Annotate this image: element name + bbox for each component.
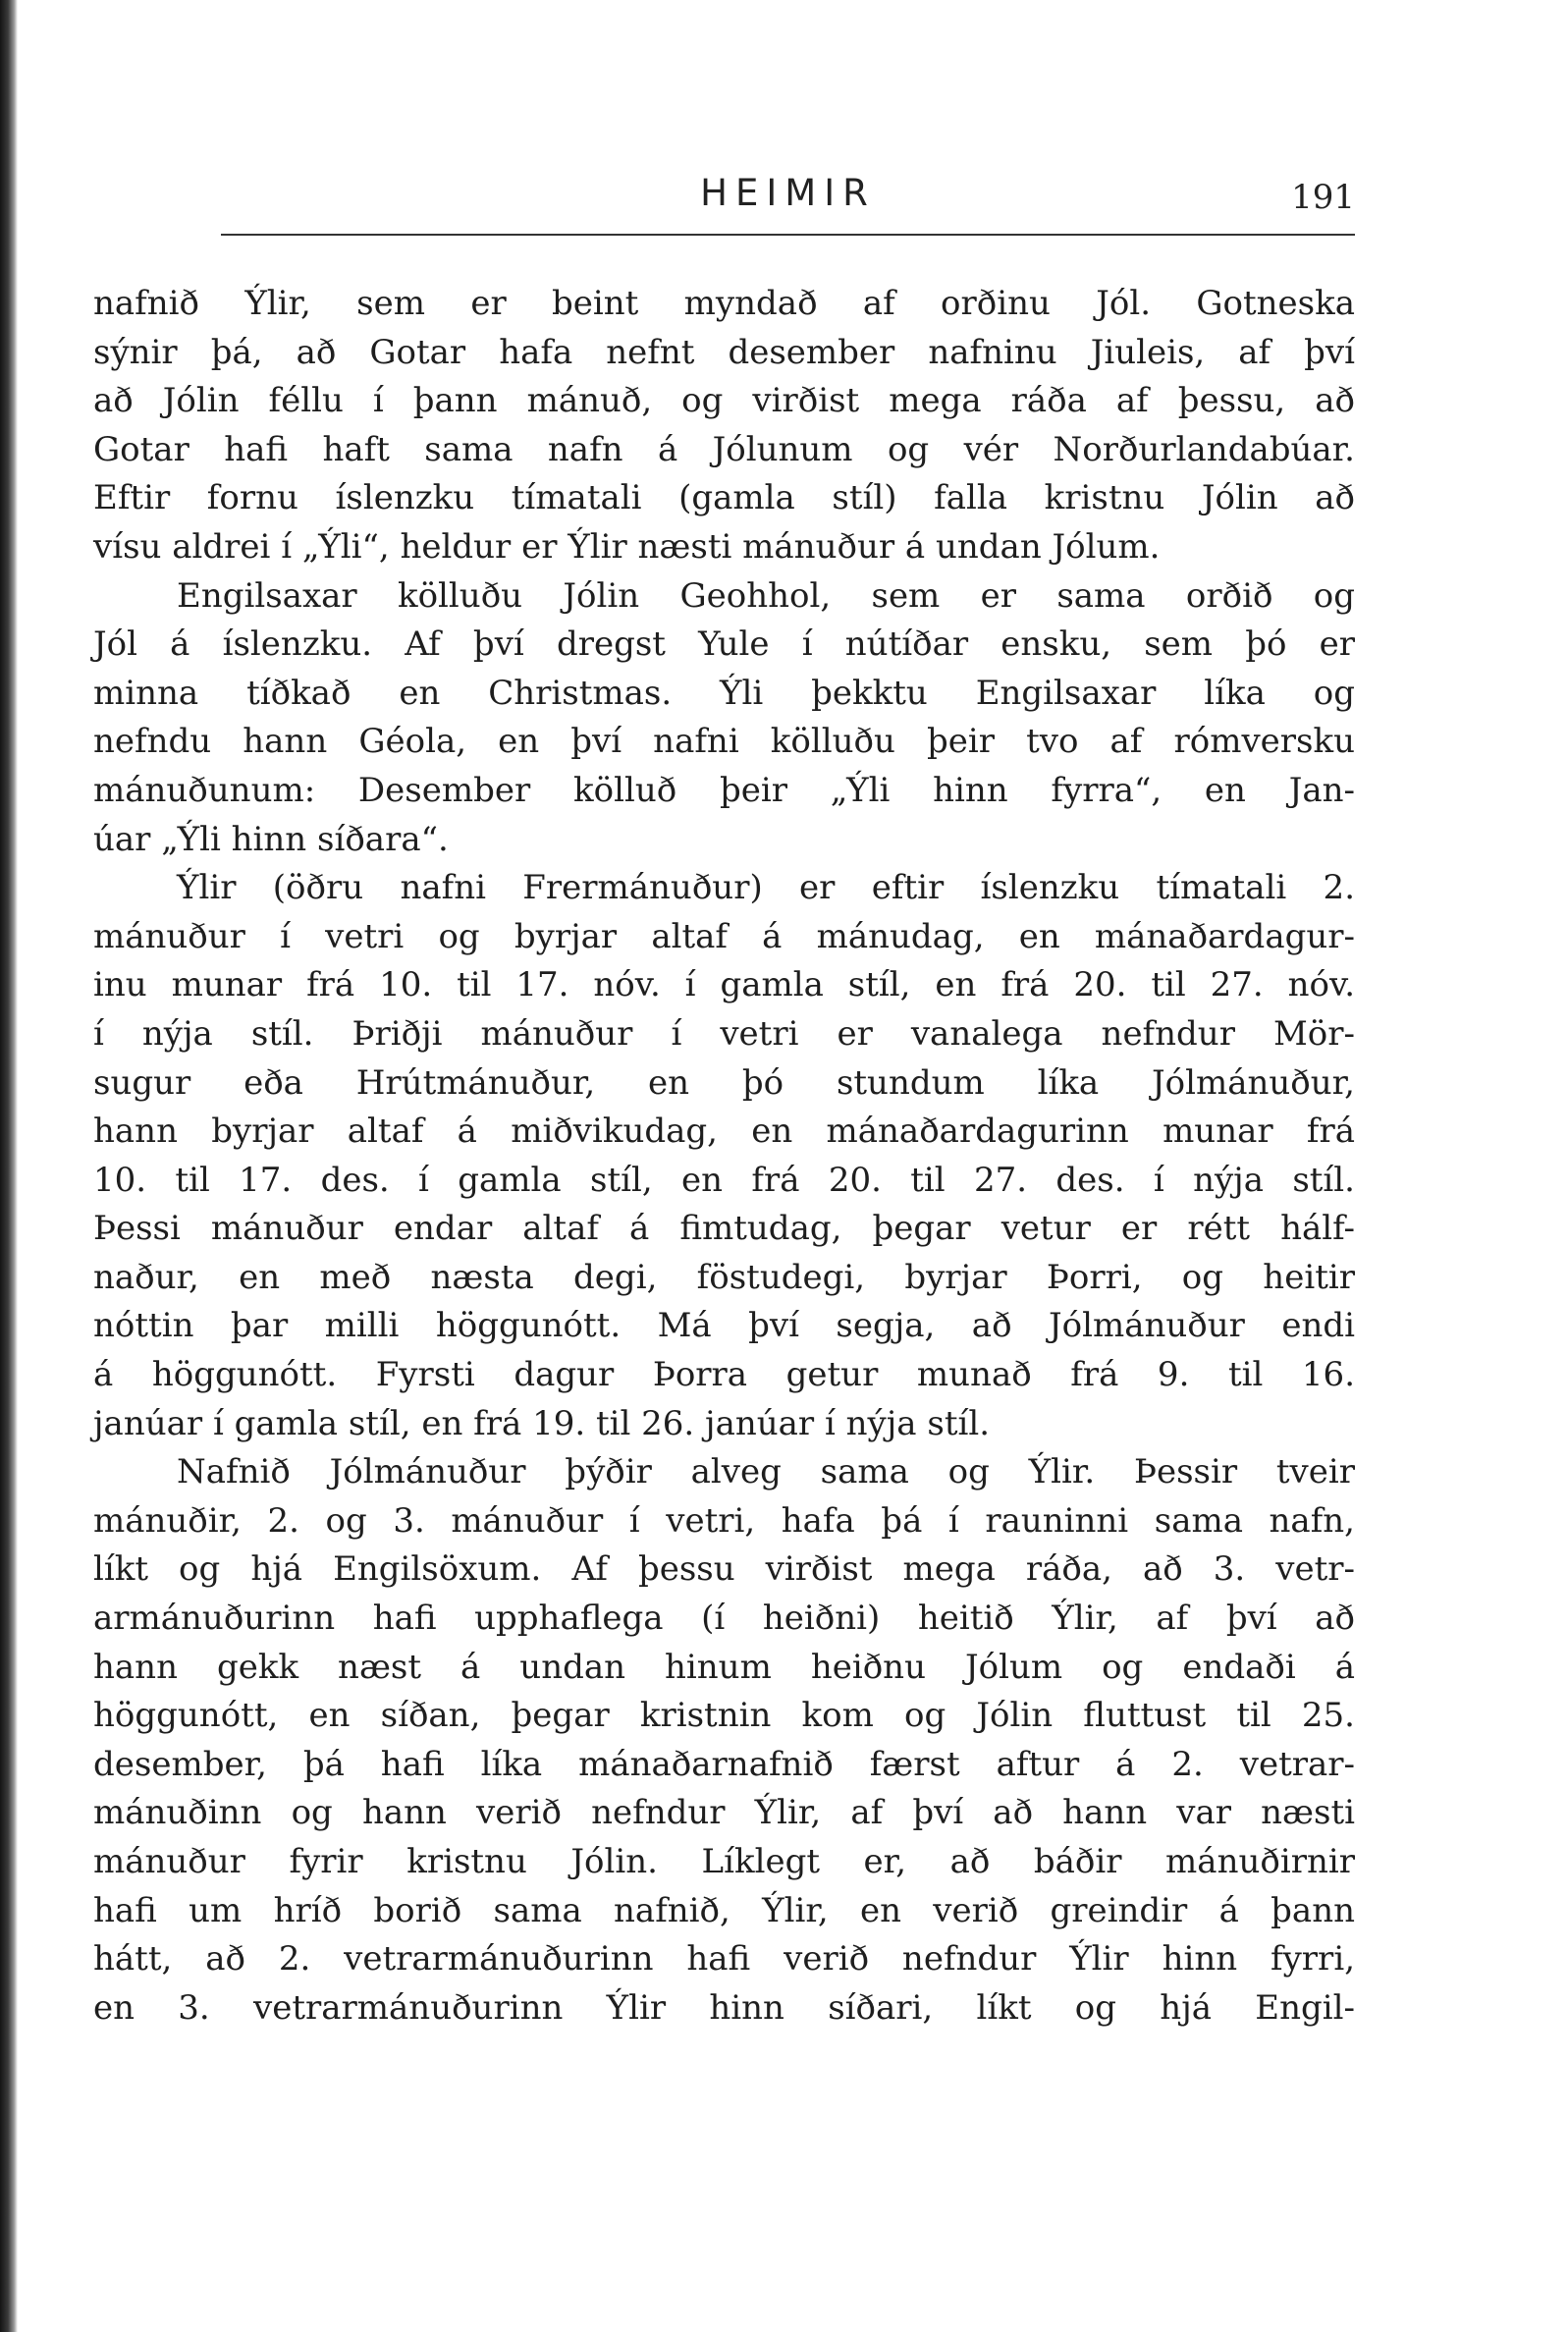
- text-line: nafnið Ýlir, sem er beint myndað af orðinu Jól. Gotneska: [93, 284, 1355, 323]
- page-number: 191: [1291, 178, 1355, 217]
- header-rule: [221, 234, 1355, 236]
- text-line: 10. til 17. des. í gamla stíl, en frá 20. til 27. des. í nýja stíl.: [93, 1160, 1355, 1200]
- text-line: í nýja stíl. Þriðji mánuður í vetri er vanalega nefndur Mör-: [93, 1013, 1355, 1054]
- text-line: armánuðurinn hafi upphaflega (í heiðni) heitið Ýlir, af því að: [93, 1599, 1355, 1639]
- text-line: en 3. vetrarmánuðurinn Ýlir hinn síðari, líkt og hjá Engil-: [93, 1987, 1355, 2028]
- text-line: líkt og hjá Engilsöxum. Af þessu virðist mega ráða, að 3. vetr-: [93, 1549, 1355, 1590]
- text-line: mánuðir, 2. og 3. mánuður í vetri, hafa þá í rauninni sama nafn,: [93, 1500, 1355, 1541]
- body-text: [93, 280, 1355, 2033]
- text-line: vísu aldrei í „Ýli“, heldur er Ýlir næsti mánuður á undan Jólum.: [93, 526, 1161, 567]
- running-title: HEIMIR: [700, 172, 876, 214]
- text-line: hátt, að 2. vetrarmánuðurinn hafi verið nefndur Ýlir hinn fyrri,: [93, 1939, 1355, 1979]
- text-line: Ýlir (öðru nafni Frermánuður) er eftir íslenzku tímatali 2.: [177, 868, 1355, 908]
- text-line: sugur eða Hrútmánuður, en þó stundum líka Jólmánuður,: [93, 1062, 1355, 1103]
- text-line: Engilsaxar kölluðu Jólin Geohhol, sem er sama orðið og: [177, 575, 1355, 616]
- text-line: Þessi mánuður endar altaf á fimtudag, þegar vetur er rétt hálf-: [93, 1209, 1355, 1249]
- text-line: sýnir þá, að Gotar hafa nefnt desember nafninu Jiuleis, af því: [93, 332, 1355, 372]
- text-line: nóttin þar milli höggunótt. Má því segja, að Jólmánuður endi: [93, 1306, 1355, 1346]
- text-line: hann byrjar altaf á miðvikudag, en mánaðardagurinn munar frá: [93, 1112, 1355, 1152]
- book-spine-shadow: [0, 0, 18, 2332]
- text-line: mánuður í vetri og byrjar altaf á mánudag, en mánaðardagur-: [93, 916, 1355, 956]
- text-line: inu munar frá 10. til 17. nóv. í gamla stíl, en frá 20. til 27. nóv.: [93, 965, 1355, 1005]
- text-line: desember, þá hafi líka mánaðarnafnið færst aftur á 2. vetrar-: [93, 1744, 1355, 1784]
- text-line: minna tíðkað en Christmas. Ýli þekktu Engilsaxar líka og: [93, 673, 1355, 713]
- text-line: úar „Ýli hinn síðara“.: [93, 819, 449, 859]
- text-line: mánuðunum: Desember kölluð þeir „Ýli hinn fyrra“, en Jan-: [93, 770, 1355, 810]
- text-line: hafi um hríð borið sama nafnið, Ýlir, en verið greindir á þann: [93, 1890, 1355, 1930]
- text-line: að Jólin féllu í þann mánuð, og virðist mega ráða af þessu, að: [93, 381, 1355, 421]
- text-line: naður, en með næsta degi, föstudegi, byrjar Þorri, og heitir: [93, 1257, 1355, 1297]
- text-line: mánuðinn og hann verið nefndur Ýlir, af því að hann var næsti: [93, 1793, 1355, 1833]
- text-line: Gotar hafi haft sama nafn á Jólunum og vér Norðurlandabúar.: [93, 429, 1355, 469]
- text-line: Eftir fornu íslenzku tímatali (gamla stíl) falla kristnu Jólin að: [93, 478, 1355, 518]
- text-line: nefndu hann Géola, en því nafni kölluðu þeir tvo af rómversku: [93, 722, 1355, 762]
- text-line: Jól á íslenzku. Af því dregst Yule í nútíðar ensku, sem þó er: [93, 624, 1355, 665]
- text-line: hann gekk næst á undan hinum heiðnu Jólum og endaði á: [93, 1647, 1355, 1687]
- text-line: Nafnið Jólmánuður þýðir alveg sama og Ýlir. Þessir tveir: [177, 1452, 1355, 1492]
- text-line: höggunótt, en síðan, þegar kristnin kom og Jólin fluttust til 25.: [93, 1696, 1355, 1736]
- text-line: janúar í gamla stíl, en frá 19. til 26. janúar í nýja stíl.: [93, 1403, 991, 1443]
- text-line: á höggunótt. Fyrsti dagur Þorra getur munað frá 9. til 16.: [93, 1355, 1355, 1395]
- text-line: mánuður fyrir kristnu Jólin. Líklegt er, að báðir mánuðirnir: [93, 1842, 1355, 1881]
- page-header: [221, 172, 1355, 231]
